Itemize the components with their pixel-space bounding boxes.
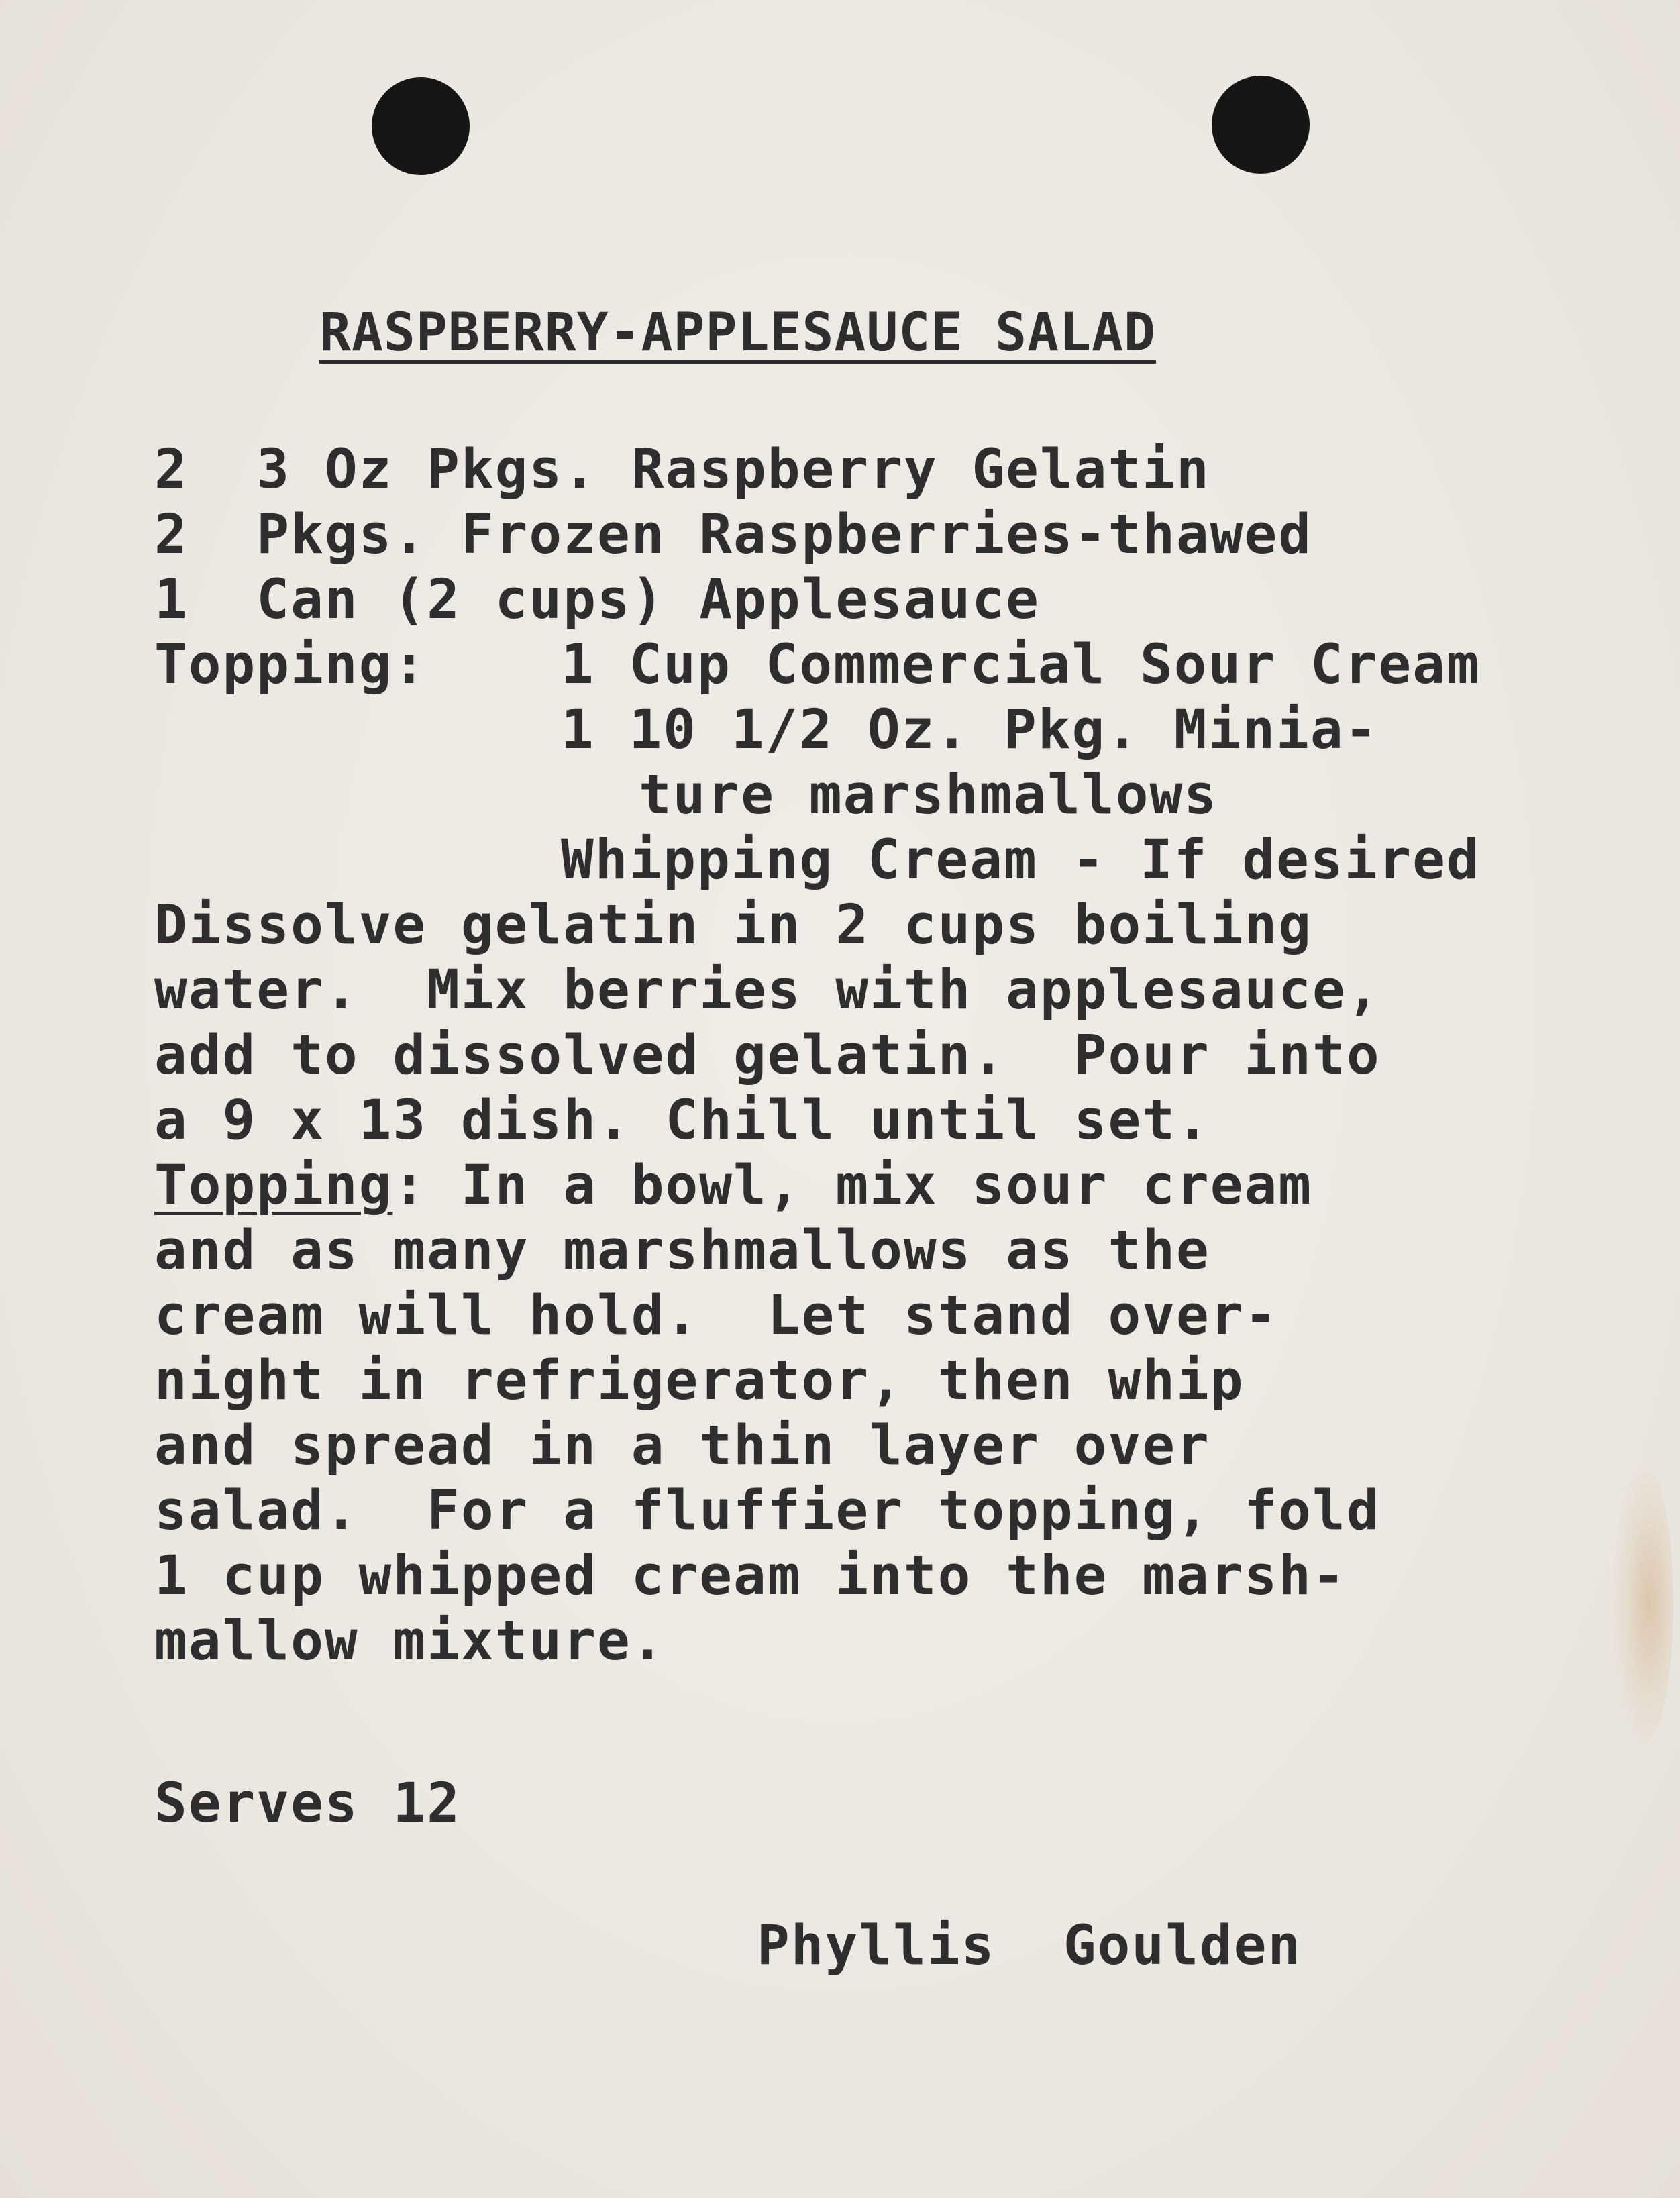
direction-line: Dissolve gelatin in 2 cups boiling <box>154 894 1313 957</box>
topping-directions-text: : In a bowl, mix sour cream <box>392 1154 1313 1217</box>
recipe-title: RASPBERRY-APPLESAUCE SALAD <box>319 303 1156 363</box>
topping-direction-line: and as many marshmallows as the <box>154 1219 1210 1282</box>
contributor-name: Phyllis Goulden <box>757 1914 1302 1977</box>
topping-direction-line: night in refrigerator, then whip <box>154 1349 1245 1412</box>
topping-item: 1 Cup Commercial Sour Cream <box>561 633 1481 696</box>
topping-heading: Topping <box>154 1154 393 1217</box>
topping-direction-line: cream will hold. Let stand over- <box>154 1284 1279 1347</box>
punch-hole-left <box>372 77 470 175</box>
topping-directions-first-line <box>154 1153 1312 1218</box>
topping-label: Topping: <box>154 633 427 696</box>
topping-item: ture marshmallows <box>639 764 1218 827</box>
topping-direction-line: salad. For a fluffier topping, fold <box>154 1479 1381 1542</box>
serves-count: Serves 12 <box>154 1772 461 1835</box>
direction-line: water. Mix berries with applesauce, <box>154 959 1381 1022</box>
topping-item: 1 10 1/2 Oz. Pkg. Minia- <box>561 698 1379 762</box>
ingredient-line: 2 Pkgs. Frozen Raspberries-thawed <box>154 503 1313 566</box>
stain-mark <box>1613 1463 1673 1744</box>
direction-line: a 9 x 13 dish. Chill until set. <box>154 1089 1210 1152</box>
topping-direction-line: 1 cup whipped cream into the marsh- <box>154 1545 1347 1608</box>
topping-item: Whipping Cream - If desired <box>561 829 1481 892</box>
ingredient-line: 2 3 Oz Pkgs. Raspberry Gelatin <box>154 438 1210 501</box>
direction-line: add to dissolved gelatin. Pour into <box>154 1024 1381 1087</box>
topping-direction-line: mallow mixture. <box>154 1610 666 1673</box>
topping-direction-line: and spread in a thin layer over <box>154 1414 1210 1477</box>
punch-hole-right <box>1212 76 1310 174</box>
ingredient-line: 1 Can (2 cups) Applesauce <box>154 568 1040 631</box>
